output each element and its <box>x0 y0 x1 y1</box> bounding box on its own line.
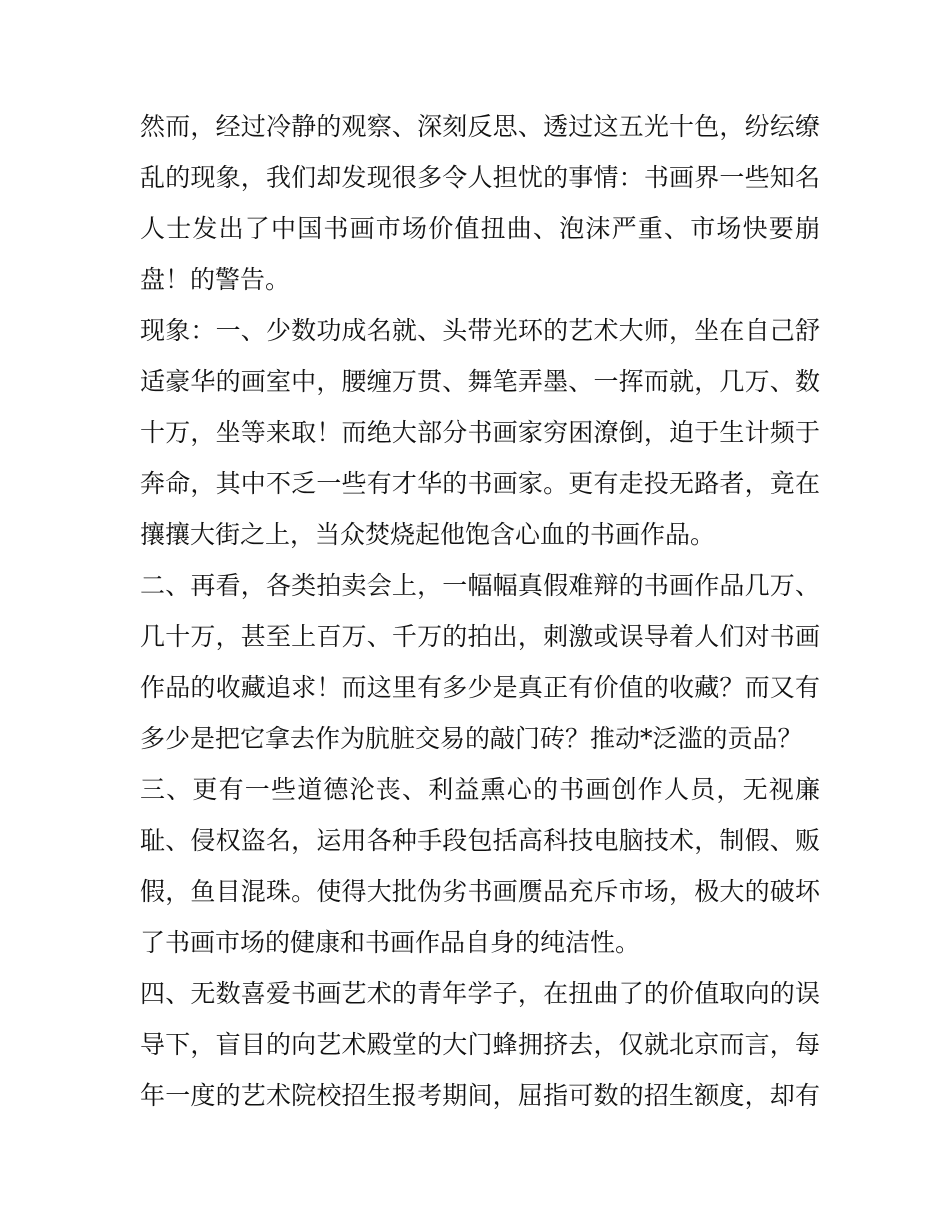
text-line: 多少是把它拿去作为肮脏交易的敲门砖？推动*泛滥的贡品？ <box>140 724 803 753</box>
paragraph-5 <box>140 968 820 1121</box>
text-line: 攘攘大街之上，当众焚烧起他饱含心血的书画作品。 <box>140 520 716 549</box>
text-line: 二、再看，各类拍卖会上，一幅幅真假难辩的书画作品几万、 <box>140 571 820 600</box>
paragraph-2 <box>140 305 820 560</box>
text-line: 乱的现象，我们却发现很多令人担忧的事情：书画界一些知名 <box>140 163 820 192</box>
text-line: 然而，经过冷静的观察、深刻反思、透过这五光十色，纷纭缭 <box>140 112 820 141</box>
text-line: 几十万，甚至上百万、千万的拍出，刺激或误导着人们对书画 <box>140 622 820 651</box>
text-line: 盘！的警告。 <box>140 265 291 294</box>
paragraph-1 <box>140 101 820 305</box>
paragraph-4 <box>140 764 820 968</box>
text-line: 耻、侵权盗名，运用各种手段包括高科技电脑技术，制假、贩 <box>140 826 820 855</box>
text-line: 了书画市场的健康和书画作品自身的纯洁性。 <box>140 928 641 957</box>
text-line: 年一度的艺术院校招生报考期间，屈指可数的招生额度，却有 <box>140 1081 820 1110</box>
text-line: 适豪华的画室中，腰缠万贯、舞笔弄墨、一挥而就，几万、数 <box>140 367 820 396</box>
text-line: 假，鱼目混珠。使得大批伪劣书画赝品充斥市场，极大的破坏 <box>140 877 820 906</box>
text-line: 现象：一、少数功成名就、头带光环的艺术大师，坐在自己舒 <box>140 316 820 345</box>
text-line: 作品的收藏追求！而这里有多少是真正有价值的收藏？而又有 <box>140 673 820 702</box>
text-line: 四、无数喜爱书画艺术的青年学子，在扭曲了的价值取向的误 <box>140 979 820 1008</box>
text-line: 奔命，其中不乏一些有才华的书画家。更有走投无路者，竟在 <box>140 469 820 498</box>
document-body <box>140 101 820 1121</box>
text-line: 导下，盲目的向艺术殿堂的大门蜂拥挤去，仅就北京而言，每 <box>140 1030 820 1059</box>
text-line: 人士发出了中国书画市场价值扭曲、泡沫严重、市场快要崩 <box>140 214 820 243</box>
text-line: 三、更有一些道德沦丧、利益熏心的书画创作人员，无视廉 <box>140 775 820 804</box>
paragraph-3 <box>140 560 820 764</box>
text-line: 十万，坐等来取！而绝大部分书画家穷困潦倒，迫于生计频于 <box>140 418 820 447</box>
